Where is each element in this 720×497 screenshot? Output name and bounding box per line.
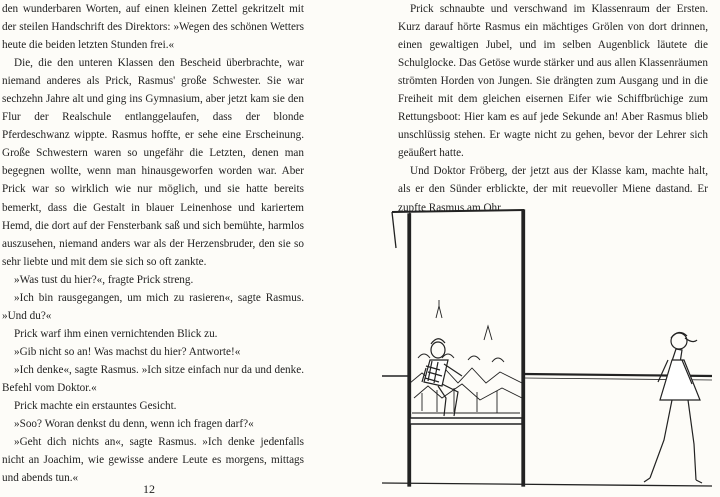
paragraph: »Ich denke«, sagte Rasmus. »Ich sitze einfach nur da und denke. Befehl vom Doktor.«: [2, 363, 304, 394]
windowsill: [410, 418, 522, 424]
right-page-text: [398, 0, 708, 217]
townscape: [410, 300, 522, 413]
paragraph: »Ich bin rausgegangen, um mich zu rasieren«, sagte Rasmus. »Und du?«: [2, 291, 304, 322]
floor-line: [382, 483, 712, 486]
boy-on-windowsill: [422, 339, 462, 416]
paragraph: Die, die den unteren Klassen den Bescheid überbrachte, war niemand anderes als Prick, Rasmus' große Schwester. Sie war sechzehn Jahre alt und ging ins Gymnasium, aber jetzt kam sie den Flur der Realschule entlanggelaufen, dass der blonde Pferdeschwanz wippte. Rasmus hoffte, er sehe eine Erscheinung. Große Schwestern waren so ungefähr die Letzten, denen man begegnen wollte, wenn man hinausgeworfen worden war. Aber Prick war so wirklich wie nur möglich, und sie hatte bereits bemerkt, dass die Gestalt in blauer Leinenhose und kariertem Hemd, die dort auf der Fensterbank saß und sich bemühte, harmlos auszusehen, niemand anders war als der Herzensbruder, den sie so sehr liebte und mit dem sie sich so oft zankte.: [2, 57, 304, 268]
paragraph: Prick schnaubte und verschwand im Klassenraum der Ersten. Kurz darauf hörte Rasmus ein mächtiges Grölen von dort drinnen, einen gewaltigen Jubel, und im selben Augenblick läutete die Schulglocke. Das Getöse wurde stärker und aus allen Klassenräumen strömten Horden von Jungen. Sie drängten zum Ausgang und in die Freiheit mit dem gleichen eisernen Eifer wie Schiffbrüchige zum Rettungsboot: Hier kam es auf jede Sekunde an! Aber Rasmus blieb unschlüssig stehen. Er wagte nicht zu gehen, bevor der Lehrer sich geäußert hatte.: [398, 3, 708, 160]
paragraph: »Geht dich nichts an«, sagte Rasmus. »Ich denke jedenfalls nicht an Joachim, wie gewisse andere Leute es morgens, mittags und abends tun.«: [2, 436, 304, 485]
window-top: [392, 210, 524, 212]
illustration: [382, 208, 712, 492]
paragraph: den wunderbaren Worten, auf einen kleinen Zettel gekritzelt mit der steilen Handschrift des Direktors: »Wegen des schönen Wetters heute die beiden letzten Stunden frei.«: [2, 3, 304, 52]
paragraph: Prick machte ein erstauntes Gesicht.: [14, 400, 177, 413]
paragraph: Und Doktor Fröberg, der jetzt aus der Klasse kam, machte halt, als er den Sünder erblickte, der mit reuevoller Miene dastand. Er zupfte Rasmus am Ohr.: [398, 165, 708, 214]
window-frame-left: [408, 214, 411, 486]
page-number: 12: [143, 482, 155, 496]
paragraph: »Gib nicht so an! Was machst du hier? Antworte!«: [14, 345, 241, 358]
paragraph: »Was tust du hier?«, fragte Prick streng.: [14, 273, 194, 286]
left-page-text: [2, 0, 304, 487]
window-frame-right: [522, 210, 525, 486]
paragraph: Prick warf ihm einen vernichtenden Blick zu.: [14, 327, 218, 340]
girl-walking: [644, 332, 702, 483]
paragraph: »Soo? Woran denkst du denn, wenn ich fragen darf?«: [14, 418, 254, 431]
